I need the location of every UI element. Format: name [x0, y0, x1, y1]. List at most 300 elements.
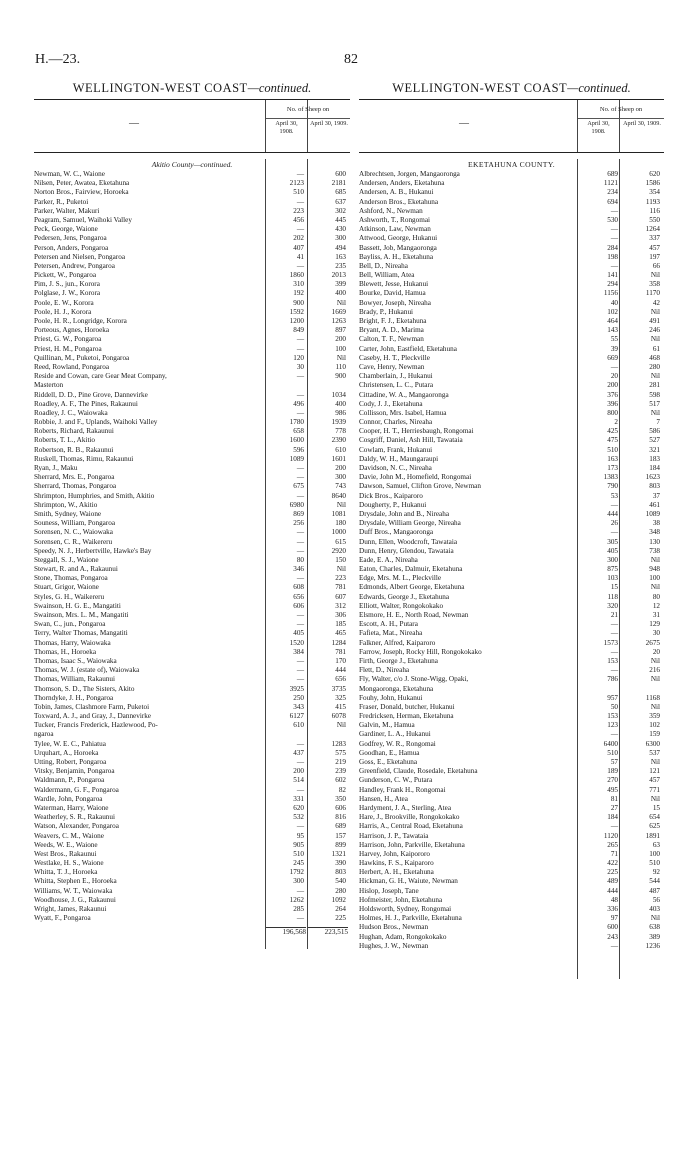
- sheep-1908: —: [296, 344, 304, 353]
- sheep-1909: 3735: [331, 684, 346, 693]
- sheep-1908: 510: [607, 748, 618, 757]
- owner-name: Anderson Bros., Eketahuna: [359, 197, 439, 206]
- owner-name: Robertson, R. B., Rakaunui: [34, 445, 114, 454]
- owner-name: Cooper, H. T., Herriesbaugh, Rongomai: [359, 427, 474, 436]
- sheep-1908: —: [296, 574, 304, 583]
- sheep-1908: —: [296, 464, 304, 472]
- owner-name: Bell, D., Nireaha: [359, 261, 408, 270]
- sheep-1908: 284: [607, 243, 618, 252]
- owner-name: Harvey, John, Kaipororo: [359, 849, 430, 858]
- owner-name: Holdsworth, Sydney, Rongomai: [359, 905, 452, 913]
- owner-name: Drysdale, John and B., Nireaha: [359, 509, 450, 518]
- sheep-1909: 1284: [331, 638, 346, 647]
- table-row: [359, 675, 664, 684]
- table-row: [34, 363, 350, 372]
- owner-name: Cave, Henry, Newman: [359, 362, 425, 371]
- owner-name: Brady, P., Hukanui: [359, 307, 414, 316]
- left-group-header: No. of Sheep on: [266, 102, 350, 119]
- sheep-1909: 607: [335, 592, 346, 601]
- owner-name: Petersen and Nielsen, Pongaroa: [34, 252, 126, 261]
- sheep-1909: 527: [649, 436, 660, 445]
- sheep-1909: 403: [649, 905, 660, 913]
- owner-name: Ryan, J., Maku: [34, 464, 78, 472]
- sheep-1908: 97: [610, 914, 618, 923]
- sheep-1909: 656: [335, 675, 346, 684]
- left-title-suffix: —continued.: [247, 81, 312, 95]
- sheep-1909: 116: [649, 206, 660, 215]
- right-table-header: [359, 99, 664, 153]
- sheep-1909: 185: [335, 620, 346, 629]
- left-section-heading: Akitio County—continued.: [151, 160, 233, 169]
- owner-name: Hudson Bros., Newman: [359, 923, 429, 932]
- sheep-1909: 350: [335, 794, 346, 803]
- left-col-1909-header: April 30, 1909.: [310, 120, 348, 127]
- sheep-1908: —: [296, 473, 304, 482]
- sheep-1908: 6127: [289, 712, 304, 721]
- sheep-1908: 310: [293, 280, 304, 289]
- owner-name: Whitta, T. J., Horoeka: [34, 868, 98, 877]
- sheep-1908: 396: [607, 399, 618, 408]
- right-rows: [359, 170, 664, 951]
- table-row: [359, 583, 664, 592]
- right-title-suffix: —continued.: [567, 81, 631, 95]
- sheep-1909: 637: [335, 197, 346, 206]
- table-row: [34, 188, 350, 197]
- table-row: [34, 841, 350, 850]
- table-row: [34, 850, 350, 859]
- owner-name: Flett, D., Nireaha: [359, 666, 410, 675]
- owner-name: Swan, C., jun., Pongaroa: [34, 620, 106, 629]
- table-row: [359, 326, 664, 335]
- owner-name: Hofmeister, John, Eketahuna: [359, 895, 443, 904]
- sheep-1909: 100: [649, 849, 660, 858]
- owner-name: Weavers, C. M., Waione: [34, 831, 104, 840]
- sheep-1909: 400: [335, 289, 346, 298]
- sheep-1908: 285: [293, 905, 304, 913]
- table-row: [34, 262, 350, 271]
- sheep-1908: 1520: [289, 638, 304, 647]
- sheep-1909: 1264: [645, 225, 660, 234]
- sheep-1908: 153: [607, 712, 618, 721]
- sheep-1909: 1170: [645, 289, 660, 298]
- right-col-1909-header: April 30, 1909.: [623, 120, 661, 127]
- sheep-1909: 2920: [331, 546, 346, 555]
- table-row: [34, 914, 350, 923]
- sheep-1908: 1262: [289, 895, 304, 904]
- sheep-1908: 336: [607, 905, 618, 913]
- sheep-1909: 517: [649, 399, 660, 408]
- sheep-1908: 26: [610, 519, 618, 528]
- sheep-1908: 223: [293, 206, 304, 215]
- sheep-1908: 900: [293, 298, 304, 307]
- owner-name: Smith, Sydney, Waione: [34, 509, 102, 518]
- sheep-1908: 21: [610, 611, 618, 619]
- sheep-1908: 1121: [603, 179, 618, 188]
- table-row: [359, 188, 664, 197]
- sheep-1908: —: [296, 666, 304, 675]
- sheep-1908: 120: [293, 353, 304, 362]
- right-title-text: WELLINGTON-WEST COAST: [392, 81, 568, 95]
- sheep-1909: 66: [652, 261, 660, 270]
- sheep-1908: 103: [607, 574, 618, 583]
- owner-name: Davie, John M., Homefield, Rongomai: [359, 473, 472, 482]
- left-totals: [34, 927, 350, 936]
- sheep-1909: 7: [656, 418, 660, 427]
- table-row: [359, 565, 664, 574]
- sheep-1908: —: [296, 914, 304, 923]
- sheep-1908: 957: [607, 693, 618, 702]
- owner-name: Fouhy, John, Hukanui: [359, 693, 423, 702]
- owner-name: Farrow, Joseph, Rocky Hill, Rongokokako: [359, 647, 482, 656]
- sheep-1909: 100: [335, 344, 346, 353]
- table-row: [359, 538, 664, 547]
- sheep-1908: 790: [607, 482, 618, 491]
- sheep-1908: 1592: [289, 307, 304, 316]
- sheep-1908: 425: [607, 427, 618, 436]
- sheep-1909: 110: [335, 362, 346, 371]
- sheep-1908: 1120: [603, 831, 618, 840]
- sheep-1908: 234: [607, 188, 618, 197]
- table-row: [359, 611, 664, 620]
- sheep-1908: 250: [293, 693, 304, 702]
- table-row: [359, 289, 664, 298]
- sheep-1908: 192: [293, 289, 304, 298]
- sheep-1908: 532: [293, 813, 304, 822]
- sheep-1909: 1283: [331, 739, 346, 748]
- owner-name: Pickett, W., Pongaroa: [34, 271, 97, 280]
- table-row: [359, 335, 664, 344]
- owner-name: Goodhan, E., Hamua: [359, 748, 420, 757]
- table-row: [359, 914, 664, 923]
- table-row: [359, 492, 664, 501]
- table-row: [359, 877, 664, 886]
- owner-name: Roberts, Richard, Rakaunui: [34, 427, 114, 436]
- table-row: [359, 593, 664, 602]
- sheep-1909: 1092: [331, 895, 346, 904]
- table-row: [359, 703, 664, 712]
- table-row: [359, 280, 664, 289]
- sheep-1909: Nil: [650, 583, 660, 592]
- sheep-1909: 400: [335, 399, 346, 408]
- table-row: [34, 547, 350, 556]
- sheep-1909: Nil: [650, 307, 660, 316]
- sheep-1908: —: [610, 620, 618, 629]
- owner-name: Christensen, L. C., Putara: [359, 381, 434, 390]
- owner-name: Cody, J. J., Eketahuna: [359, 399, 423, 408]
- sheep-1908: 1780: [289, 418, 304, 427]
- sheep-1908: 407: [293, 243, 304, 252]
- sheep-1908: 384: [293, 647, 304, 656]
- sheep-1909: Nil: [336, 353, 346, 362]
- sheep-1908: —: [296, 197, 304, 206]
- table-row: [34, 538, 350, 547]
- sheep-1908: —: [610, 261, 618, 270]
- left-table-body: [34, 159, 350, 937]
- sheep-1909: 200: [335, 464, 346, 472]
- sheep-1909: 100: [649, 574, 660, 583]
- sheep-1909: 743: [335, 482, 346, 491]
- left-rows: [34, 170, 350, 923]
- table-row: [359, 923, 664, 932]
- sheep-1908: 57: [610, 758, 618, 766]
- sheep-1909: 180: [335, 519, 346, 528]
- right-column: [359, 80, 664, 951]
- sheep-1909: 12: [652, 601, 660, 610]
- table-row: [359, 648, 664, 657]
- owner-name: Harris, A., Central Road, Eketahuna: [359, 822, 463, 831]
- sheep-1909: 102: [649, 721, 660, 730]
- table-row: [34, 455, 350, 464]
- owner-name: Waldmann, P., Pongaroa: [34, 776, 105, 785]
- table-row: [359, 418, 664, 427]
- sheep-1909: 606: [335, 803, 346, 812]
- owner-name: Edge, Mrs. M. L., Pleckville: [359, 574, 442, 583]
- sheep-1908: 596: [293, 445, 304, 454]
- sheep-1908: —: [296, 675, 304, 684]
- sheep-1909: 225: [335, 914, 346, 923]
- sheep-1909: 20: [652, 647, 660, 656]
- owner-name: Toxward, A. J., and Gray, J., Dannevirke: [34, 712, 151, 721]
- sheep-1909: 163: [335, 252, 346, 261]
- owner-name: Edwards, George J., Eketahuna: [359, 592, 450, 601]
- owner-name: Firth, George J., Eketahuna: [359, 656, 438, 665]
- table-row: [34, 299, 350, 308]
- table-row: [34, 703, 350, 712]
- owner-name: Tylee, W. E. C., Pahiatua: [34, 739, 106, 748]
- sheep-1908: 305: [607, 537, 618, 546]
- table-row: [34, 868, 350, 877]
- sheep-1909: 537: [649, 748, 660, 757]
- sheep-1909: 239: [335, 767, 346, 776]
- table-row: [34, 519, 350, 528]
- table-row: [359, 473, 664, 482]
- sheep-1908: 53: [610, 491, 618, 500]
- sheep-1909: Nil: [650, 335, 660, 344]
- owner-name: Fly, Walter, c/o J. Stone-Wigg, Opaki,: [359, 675, 469, 684]
- owner-name: Mongaoronga, Eketahuna: [359, 684, 434, 693]
- sheep-1909: 300: [335, 473, 346, 482]
- sheep-1909: 216: [649, 666, 660, 675]
- sheep-1909: Nil: [336, 298, 346, 307]
- sheep-1909: 223: [335, 574, 346, 583]
- sheep-1908: 514: [293, 776, 304, 785]
- owner-name: Eade, E. A., Nireaha: [359, 555, 418, 564]
- sheep-1908: —: [296, 620, 304, 629]
- owner-name: Roadley, J. C., Waiowaka: [34, 408, 108, 417]
- sheep-1909: 306: [335, 611, 346, 619]
- sheep-1909: 15: [652, 803, 660, 812]
- sheep-1908: 40: [610, 298, 618, 307]
- sheep-1909: 465: [335, 629, 346, 638]
- table-row: [359, 308, 664, 317]
- sheep-1908: 331: [293, 794, 304, 803]
- sheep-1909: 491: [649, 317, 660, 325]
- sheep-1909: 540: [335, 877, 346, 886]
- owner-name: Waterman, Harry, Waione: [34, 803, 109, 812]
- owner-name: Styles, G. H., Waikereru: [34, 592, 105, 601]
- owner-name: Caseby, H. T., Pleckville: [359, 353, 430, 362]
- owner-name: Waldermann, G. F., Pongaroa: [34, 785, 119, 794]
- sheep-1908: 300: [293, 877, 304, 886]
- sheep-1909: 8640: [331, 491, 346, 500]
- sheep-1909: 130: [649, 537, 660, 546]
- sheep-1909: Nil: [650, 555, 660, 564]
- sheep-1908: —: [296, 739, 304, 748]
- sheep-1908: —: [610, 528, 618, 537]
- sheep-1909: 457: [649, 776, 660, 785]
- sheep-1908: 346: [293, 565, 304, 574]
- sheep-1909: 654: [649, 813, 660, 822]
- owner-name: Terry, Walter Thomas, Mangatiti: [34, 629, 128, 638]
- sheep-1908: 1156: [603, 289, 618, 298]
- table-row: [359, 639, 664, 648]
- table-row: [359, 455, 664, 464]
- sheep-1908: 875: [607, 565, 618, 574]
- sheep-1908: 905: [293, 840, 304, 849]
- table-row: [34, 887, 350, 896]
- sheep-1909: 1193: [645, 197, 660, 206]
- owner-name: Parker, R., Puketoi: [34, 197, 89, 206]
- table-row: [34, 813, 350, 822]
- sheep-1909: Nil: [650, 914, 660, 923]
- owner-name: Davidson, N. C., Nireaha: [359, 464, 432, 472]
- table-row: [359, 620, 664, 629]
- left-column: [34, 80, 350, 937]
- table-row: [34, 427, 350, 436]
- sheep-1908: 343: [293, 702, 304, 711]
- table-row: [34, 758, 350, 767]
- sheep-1909: 337: [649, 234, 660, 243]
- table-row: [359, 409, 664, 418]
- sheep-1908: 200: [607, 381, 618, 390]
- sheep-1908: —: [296, 491, 304, 500]
- sheep-1909: 280: [335, 886, 346, 895]
- table-row: [34, 280, 350, 289]
- sheep-1909: 803: [649, 482, 660, 491]
- table-row: [359, 427, 664, 436]
- owner-name: Hickman, G. H., Waiute, Newman: [359, 877, 458, 886]
- table-row: [359, 822, 664, 831]
- owner-name: Dick Bros., Kaiparoro: [359, 491, 423, 500]
- owner-name: Weeds, W. E., Waione: [34, 840, 98, 849]
- table-row: [34, 528, 350, 537]
- owner-name: Gardiner, L. A., Hukanui: [359, 730, 431, 739]
- owner-name: Bryant, A. D., Marima: [359, 326, 424, 335]
- table-row: [359, 905, 664, 914]
- sheep-1908: 464: [607, 317, 618, 325]
- sheep-1908: 50: [610, 702, 618, 711]
- sheep-1909: 803: [335, 868, 346, 877]
- table-row: [34, 391, 350, 400]
- table-row: [359, 767, 664, 776]
- left-total-1909: 223,515: [308, 927, 348, 937]
- sheep-1909: Nil: [650, 702, 660, 711]
- table-row: [359, 317, 664, 326]
- sheep-1909: 56: [652, 895, 660, 904]
- sheep-1909: Nil: [650, 372, 660, 381]
- sheep-1909: 6300: [645, 739, 660, 748]
- sheep-1909: 348: [649, 528, 660, 537]
- owner-name: Calton, T. F., Newman: [359, 335, 424, 344]
- owner-name: Ruskell, Thomas, Rimu, Rakaunui: [34, 454, 134, 463]
- sheep-1908: —: [296, 261, 304, 270]
- table-row: [359, 345, 664, 354]
- sheep-1909: 42: [652, 298, 660, 307]
- sheep-1908: —: [296, 225, 304, 234]
- owner-name: West Bros., Rakaunui: [34, 849, 97, 858]
- left-table-header: [34, 99, 350, 153]
- sheep-1909: 598: [649, 390, 660, 399]
- sheep-1908: 300: [607, 555, 618, 564]
- owner-name: Harrison, John, Parkville, Eketahuna: [359, 840, 465, 849]
- sheep-1908: 1600: [289, 436, 304, 445]
- owner-name: ngaroa: [34, 730, 54, 739]
- sheep-1909: 129: [649, 620, 660, 629]
- table-row: [359, 730, 664, 739]
- sheep-1908: 1860: [289, 271, 304, 280]
- document-code: H.—23.: [35, 52, 81, 67]
- sheep-1908: 15: [610, 583, 618, 592]
- owner-name: Ashworth, T., Rongomai: [359, 215, 431, 224]
- owner-name: Stewart, R. and A., Rakaunui: [34, 565, 118, 574]
- owner-name: Priest, H. M., Pongaroa: [34, 344, 102, 353]
- table-row: [359, 859, 664, 868]
- owner-name: Escott, A. H., Putara: [359, 620, 418, 629]
- sheep-1909: 575: [335, 748, 346, 757]
- table-row: [34, 244, 350, 253]
- owner-name: Falkner, Alfred, Kaiparoro: [359, 638, 436, 647]
- owner-name: Fafieta, Mat., Nireaha: [359, 629, 423, 638]
- sheep-1909: 390: [335, 859, 346, 868]
- owner-name: Weatherley, S. R., Rakaunui: [34, 813, 115, 822]
- owner-name: Person, Anders, Pongaroa: [34, 243, 109, 252]
- sheep-1908: —: [296, 372, 304, 381]
- owner-name: Thomas, Harry, Waiowaka: [34, 638, 111, 647]
- owner-name: Thomas, William, Rakaunui: [34, 675, 116, 684]
- sheep-1909: 1168: [645, 693, 660, 702]
- table-row: [34, 234, 350, 243]
- owner-name: Collisson, Mrs. Isabel, Hamua: [359, 408, 447, 417]
- owner-name: Polglase, J. W., Korora: [34, 289, 101, 298]
- owner-name: Riddell, D. D., Pine Grove, Dannevirke: [34, 390, 148, 399]
- sheep-1908: 495: [607, 785, 618, 794]
- owner-name: Whitta, Stephen E., Horoeka: [34, 877, 117, 886]
- table-row: [359, 271, 664, 280]
- owner-name: Nilsen, Peter, Awatea, Eketahuna: [34, 179, 130, 188]
- table-row: [34, 749, 350, 758]
- sheep-1908: 163: [607, 454, 618, 463]
- table-row: [34, 648, 350, 657]
- sheep-1908: 510: [293, 188, 304, 197]
- table-row: [359, 354, 664, 363]
- sheep-1908: 1792: [289, 868, 304, 877]
- owner-name: Attwood, George, Hukanui: [359, 234, 438, 243]
- owner-name: Tucker, Francis Frederick, Hazlewood, Po-: [34, 721, 158, 730]
- sheep-1909: 246: [649, 326, 660, 335]
- table-row: [359, 721, 664, 730]
- owner-name: Swainson, H. G. E., Mangatiti: [34, 601, 121, 610]
- sheep-1909: 948: [649, 565, 660, 574]
- sheep-1909: 510: [649, 859, 660, 868]
- table-row: [359, 372, 664, 381]
- table-row: [34, 896, 350, 905]
- owner-name: Utting, Robert, Pongaroa: [34, 758, 107, 766]
- table-row: [34, 574, 350, 583]
- sheep-1908: —: [296, 546, 304, 555]
- owner-name: Fraser, Donald, butcher, Hukanui: [359, 702, 455, 711]
- sheep-1909: 1586: [645, 179, 660, 188]
- sheep-1909: 38: [652, 519, 660, 528]
